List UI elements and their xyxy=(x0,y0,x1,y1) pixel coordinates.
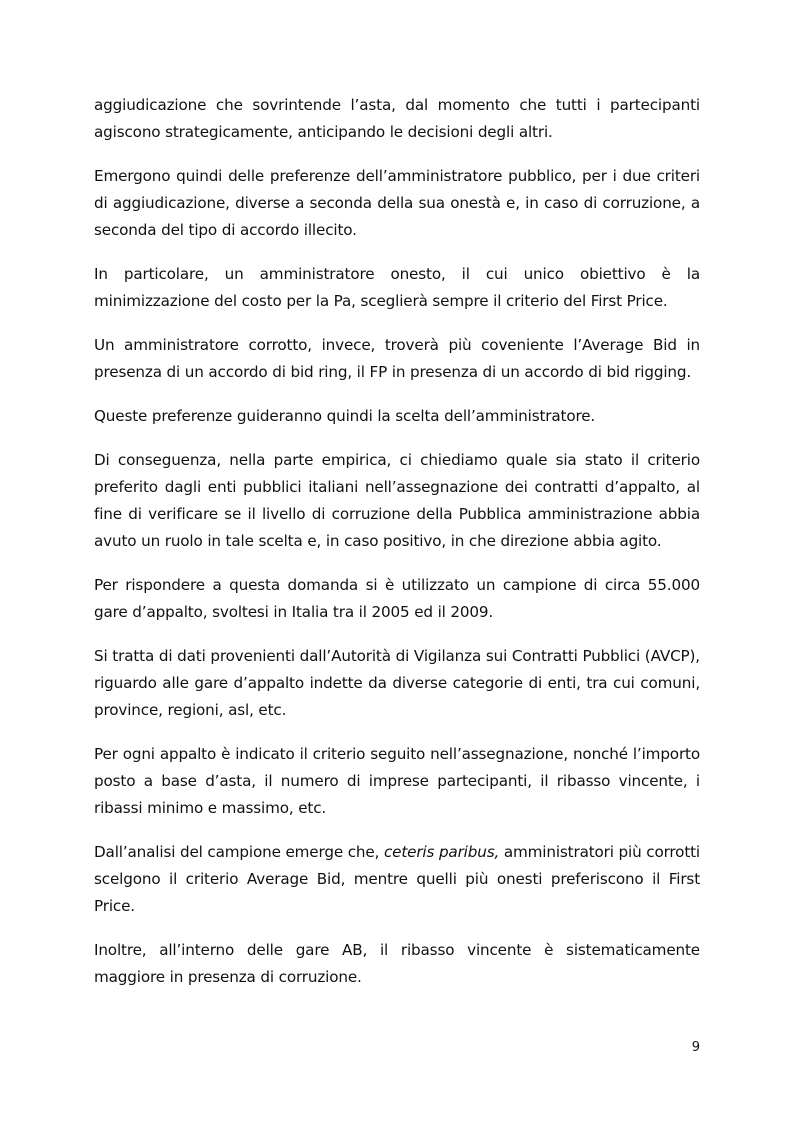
paragraph-7: Per rispondere a questa domanda si è utilizzato un campione di circa 55.000 gare d’appalto, svoltesi in Italia tra il 2005 ed il 2009. xyxy=(94,576,700,621)
paragraph-8: Si tratta di dati provenienti dall’Autorità di Vigilanza sui Contratti Pubblici (AVCP), riguardo alle gare d’appalto indette da diverse categorie di enti, tra cui comuni, province, regioni, asl, etc. xyxy=(94,647,700,719)
page-number: 9 xyxy=(691,1040,700,1055)
paragraph-10 xyxy=(94,839,700,920)
paragraph-9: Per ogni appalto è indicato il criterio seguito nell’assegnazione, nonché l’importo posto a base d’asta, il numero di imprese partecipanti, il ribasso vincente, i ribassi minimo e massimo, etc. xyxy=(94,745,700,817)
document-body xyxy=(94,92,700,1008)
paragraph-10-start: Dall’analisi del campione emerge che, xyxy=(94,843,384,861)
ceteris-paribus-italic: ceteris paribus, xyxy=(383,843,500,861)
paragraph-6: Di conseguenza, nella parte empirica, ci chiediamo quale sia stato il criterio preferito dagli enti pubblici italiani nell’assegnazione dei contratti d’appalto, al fine di verificare se il livello di corruzione della Pubblica amministrazione abbia avuto un ruolo in tale scelta e, in caso positivo, in che direzione abbia agito. xyxy=(94,451,700,550)
paragraph-2: Emergono quindi delle preferenze dell’amministratore pubblico, per i due criteri di aggiudicazione, diverse a seconda della sua onestà e, in caso di corruzione, a seconda del tipo di accordo illecito. xyxy=(94,167,700,239)
paragraph-3: In particolare, un amministratore onesto, il cui unico obiettivo è la minimizzazione del costo per la Pa, sceglierà sempre il criterio del First Price. xyxy=(94,265,700,310)
paragraph-5: Queste preferenze guideranno quindi la scelta dell’amministratore. xyxy=(94,407,596,425)
paragraph-1: aggiudicazione che sovrintende l’asta, dal momento che tutti i partecipanti agiscono strategicamente, anticipando le decisioni degli altri. xyxy=(94,96,700,141)
paragraph-4: Un amministratore corrotto, invece, troverà più coveniente l’Average Bid in presenza di un accordo di bid ring, il FP in presenza di un accordo di bid rigging. xyxy=(94,336,700,381)
paragraph-11: Inoltre, all’interno delle gare AB, il ribasso vincente è sistematicamente maggiore in presenza di corruzione. xyxy=(94,941,700,986)
paragraph-10-end: amministratori più corrotti scelgono il criterio Average Bid, mentre quelli più onesti preferiscono il First Price. xyxy=(94,843,701,915)
